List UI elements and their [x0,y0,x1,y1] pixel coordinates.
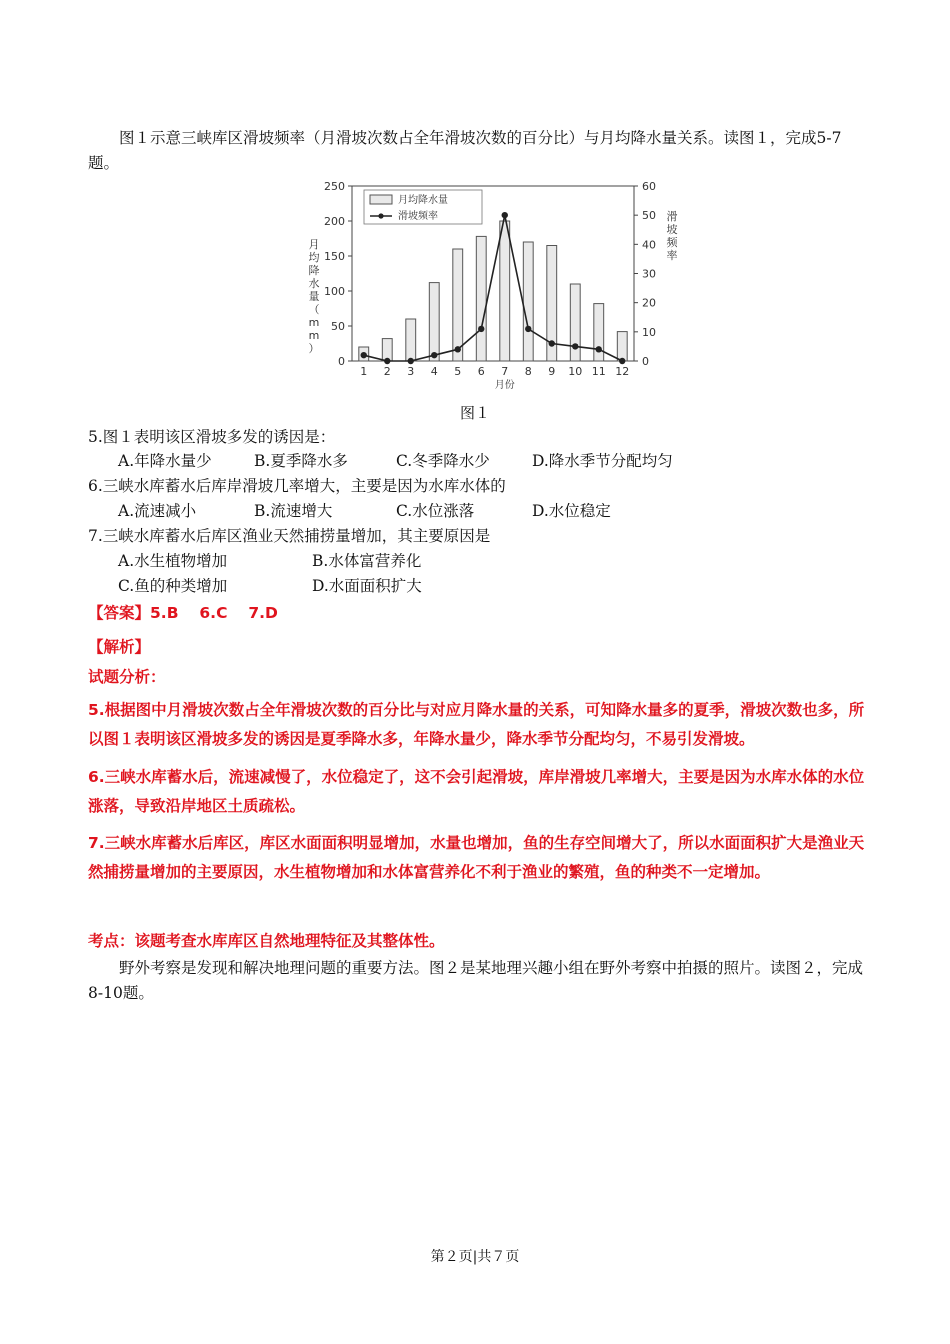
right-tick-label: 0 [642,355,649,368]
legend-bar-swatch [370,195,392,204]
x-tick-label: 12 [615,365,630,378]
right-axis-title-char: 率 [666,249,678,262]
left-axis-title-char: 量 [308,290,320,303]
landslide-point [431,352,437,358]
landslide-point [384,358,390,364]
left-axis-title-char: 水 [308,277,320,290]
next-intro-paragraph: 野外考察是发现和解决地理问题的重要方法。图２是某地理兴趣小组在野外考察中拍摄的照片。读图２，完成8-10题。 [88,959,864,1002]
q7-option-a: A.水生植物增加 [118,552,228,570]
landslide-point [502,212,508,218]
left-tick-label: 0 [338,355,345,368]
left-tick-label: 250 [324,180,345,193]
analysis-label: 【解析】 [88,638,151,656]
q6-option-c: C.水位涨落 [396,502,475,520]
right-tick-label: 40 [642,238,656,252]
right-axis-title-char: 频 [666,236,678,249]
right-tick-label: 10 [642,325,656,339]
q5-option-b: B.夏季降水多 [254,452,348,470]
question-5-stem: 5.图１表明该区滑坡多发的诱因是： [88,428,336,446]
q6-option-a: A.流速减小 [118,502,197,520]
right-tick-label: 20 [642,296,656,310]
legend-bar-label: 月均降水量 [398,195,448,206]
landslide-point [455,346,461,352]
x-tick-label: 3 [407,365,415,378]
answer-text: 5.B 6.C 7.D [150,604,278,622]
q7-option-c: C.鱼的种类增加 [118,577,228,595]
q5-option-d: D.降水季节分配均匀 [532,452,673,470]
kaodian-note: 考点：该题考查水库库区自然地理特征及其整体性。 [88,932,445,950]
x-tick-label: 7 [501,365,509,378]
left-axis-title [309,238,320,355]
q5-option-c: C.冬季降水少 [396,452,490,470]
question-7-options-row1 [118,550,421,572]
precip-bar [523,242,533,361]
analysis-heading: 试题分析： [88,668,166,686]
landslide-point [361,352,367,358]
question-7-stem: 7.三峡水库蓄水后库区渔业天然捕捞量增加，其主要原因是 [88,527,491,545]
landslide-point [619,358,625,364]
x-tick-label: 1 [360,365,368,378]
left-axis-title-char: m [308,329,320,342]
precip-bar [406,319,416,361]
left-tick-label: 200 [324,215,345,228]
precip-bar [429,283,439,361]
legend-line-label: 滑坡频率 [398,211,438,222]
precip-bar [617,332,627,361]
x-tick-label: 8 [524,365,532,378]
analysis-item-7: 7.三峡水库蓄水后库区，库区水面面积明显增加，水量也增加，鱼的生存空间增大了，所以水面面积扩大是渔业天然捕捞量增加的主要原因，水生植物增加和水体富营养化不利于渔业的繁殖，鱼的种类不一定增加。 [88,834,865,881]
x-tick-label: 4 [430,365,438,378]
x-tick-label: 6 [477,365,485,378]
x-tick-label: 2 [383,365,391,378]
landslide-point [572,343,578,349]
landslide-point [549,340,555,346]
precip-bar [476,236,486,361]
left-axis-title-char: （ [308,303,320,316]
figure-caption: 图１ [459,404,490,422]
analysis-item-5: 5.根据图中月滑坡次数占全年滑坡次数的百分比与对应月降水量的关系，可知降水量多的夏季，滑坡次数也多，所以图１表明该区滑坡多发的诱因是夏季降水多，年降水量少，降水季节分配均匀，不易引发滑坡。 [88,701,865,748]
x-tick-label: 5 [454,365,462,378]
q5-option-a: A.年降水量少 [118,452,212,470]
precip-bar [500,221,510,361]
precip-bar [453,249,463,361]
page-footer: 第２页|共７页 [430,1249,520,1265]
intro-paragraph: 图１示意三峡库区滑坡频率（月滑坡次数占全年滑坡次数的百分比）与月均降水量关系。读图１，完成5-7题。 [88,129,842,172]
q6-option-b: B.流速增大 [254,502,333,520]
left-tick-label: 50 [331,320,345,333]
question-6-stem: 6.三峡水库蓄水后库岸滑坡几率增大，主要是因为水库水体的 [88,477,506,495]
left-axis-title-char: 均 [308,251,320,264]
landslide-line [364,215,623,361]
q6-option-d: D.水位稳定 [532,502,611,520]
q7-option-d: D.水面面积扩大 [312,577,422,595]
left-tick-label: 100 [324,285,345,298]
landslide-point [408,358,414,364]
question-5-options [118,450,673,472]
left-tick-label: 150 [324,250,345,263]
analysis-item-6: 6.三峡水库蓄水后，流速减慢了，水位稳定了，这不会引起滑坡，库岸滑坡几率增大，主要是因为水库水体的水位涨落，导致沿岸地区土质疏松。 [88,768,865,815]
right-tick-label: 30 [642,267,656,281]
right-axis-title [667,210,679,262]
answer-line [88,602,278,624]
landslide-point [478,326,484,332]
left-axis-title-char: 降 [308,264,320,277]
landslide-point [525,326,531,332]
question-6-options [118,500,611,522]
question-7-options-row2 [118,575,422,597]
landslide-point [596,346,602,352]
x-axis-title: 月份 [494,380,515,391]
answer-label: 【答案】 [88,604,151,622]
left-axis-title-char: ） [308,342,320,355]
x-tick-label: 9 [548,365,556,378]
figure-1-chart [300,178,686,394]
right-axis-title-char: 坡 [666,223,678,236]
precip-bar [382,339,392,361]
x-tick-label: 10 [568,365,583,378]
legend-line-marker [378,213,383,218]
right-tick-label: 50 [642,209,656,223]
left-axis-title-char: 月 [308,238,320,251]
right-tick-label: 60 [642,180,656,193]
left-axis-title-char: m [308,316,320,329]
right-axis-title-char: 滑 [666,210,678,223]
x-tick-label: 11 [591,365,606,378]
q7-option-b: B.水体富营养化 [312,552,422,570]
